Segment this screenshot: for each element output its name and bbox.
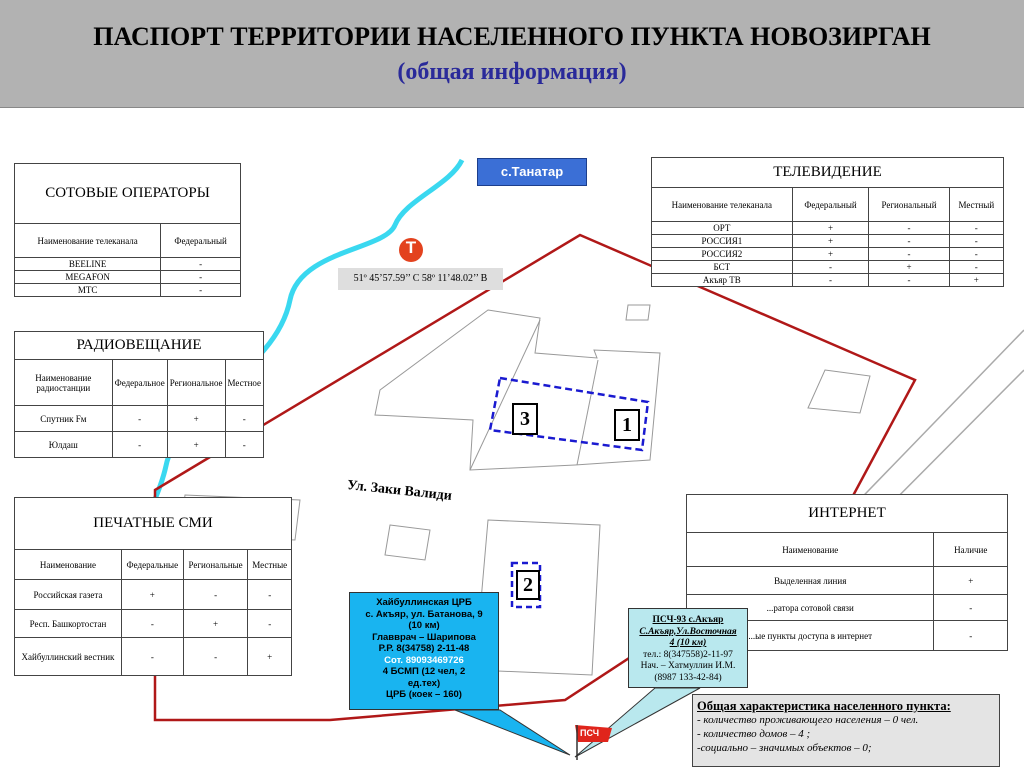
- hospital-line: Главврач – Шарипова: [372, 631, 476, 643]
- hospital-callout-pointer: [455, 710, 570, 755]
- tv-caption: ТЕЛЕВИДЕНИЕ: [652, 158, 1004, 188]
- print-cell: +: [121, 580, 183, 610]
- summary-line: -социально – значимых объектов – 0;: [697, 742, 872, 754]
- print-header: Региональные: [183, 550, 248, 580]
- firestation-address: С.Акъяр,Ул.Восточная: [639, 626, 737, 637]
- building-number-2: 2: [516, 570, 540, 600]
- tv-cell: -: [869, 274, 949, 287]
- fire-flag-label: ПСЧ: [580, 728, 600, 738]
- print-cell: +: [248, 638, 292, 676]
- print-cell: -: [248, 610, 292, 638]
- internet-cell: -: [934, 595, 1008, 621]
- tv-cell: -: [869, 235, 949, 248]
- tv-cell: ОРТ: [652, 222, 793, 235]
- internet-cell: +: [934, 567, 1008, 595]
- radio-cell: -: [225, 432, 263, 458]
- tv-cell: -: [792, 274, 869, 287]
- print-cell: Хайбуллинский вестник: [15, 638, 122, 676]
- tv-header: Наименование телеканала: [652, 188, 793, 222]
- print-cell: -: [248, 580, 292, 610]
- hospital-line: Р.Р. 8(34758) 2-11-48: [378, 643, 470, 654]
- page-title: ПАСПОРТ ТЕРРИТОРИИ НАСЕЛЕННОГО ПУНКТА НОВОЗИРГАН: [93, 22, 931, 51]
- radio-cell: +: [167, 432, 225, 458]
- radio-header: Местное: [225, 360, 263, 406]
- coordinates-label: 51º 45’57.59’’ С 58º 11’48.02’’ В: [338, 268, 503, 290]
- firestation-callout-pointer: [575, 688, 700, 757]
- tv-header: Региональный: [869, 188, 949, 222]
- cellular-header: Наименование телеканала: [15, 224, 161, 258]
- internet-caption: ИНТЕРНЕТ: [687, 495, 1008, 533]
- tv-table: [651, 157, 1004, 287]
- print-caption: ПЕЧАТНЫЕ СМИ: [15, 498, 292, 550]
- print-cell: -: [183, 638, 248, 676]
- radio-header: Наименование радиостанции: [15, 360, 113, 406]
- radio-cell: -: [112, 432, 167, 458]
- firestation-title: ПСЧ-93 с.Акъяр: [652, 615, 724, 625]
- tv-cell: +: [792, 222, 869, 235]
- village-label: с.Танатар: [477, 158, 587, 186]
- radio-caption: РАДИОВЕЩАНИЕ: [15, 332, 264, 360]
- print-cell: -: [121, 638, 183, 676]
- hospital-line: (10 км): [408, 620, 440, 631]
- tv-cell: -: [869, 222, 949, 235]
- summary-box: [692, 694, 1000, 767]
- tv-cell: -: [949, 222, 1003, 235]
- hospital-line: ЦРБ (коек – 160): [386, 689, 462, 700]
- print-cell: +: [183, 610, 248, 638]
- street-label: Ул. Заки Валиди: [346, 478, 453, 504]
- cellular-cell: -: [161, 258, 241, 271]
- internet-cell: ...ратора сотовой связи: [687, 595, 934, 621]
- summary-line: - количество проживающего населения – 0 чел.: [697, 714, 919, 726]
- print-cell: Респ. Башкортостан: [15, 610, 122, 638]
- firestation-distance: 4 (10 км): [669, 638, 707, 648]
- radio-cell: -: [112, 406, 167, 432]
- print-header: Федеральные: [121, 550, 183, 580]
- tv-header: Федеральный: [792, 188, 869, 222]
- tv-cell: РОССИЯ2: [652, 248, 793, 261]
- tv-cell: +: [792, 235, 869, 248]
- hospital-line: с. Акъяр, ул. Батанова, 9: [365, 608, 483, 620]
- building-number-3: 3: [512, 403, 538, 435]
- print-cell: -: [183, 580, 248, 610]
- hospital-callout: [349, 592, 499, 710]
- tv-cell: РОССИЯ1: [652, 235, 793, 248]
- tv-cell: Акъяр ТВ: [652, 274, 793, 287]
- radio-cell: +: [167, 406, 225, 432]
- radio-header: Федеральное: [112, 360, 167, 406]
- tv-cell: +: [792, 248, 869, 261]
- hospital-line: ед.тех): [407, 677, 441, 689]
- page-subtitle: (общая информация): [397, 59, 627, 85]
- radio-header: Региональное: [167, 360, 225, 406]
- cellular-cell: -: [161, 271, 241, 284]
- tv-cell: -: [792, 261, 869, 274]
- tv-cell: +: [949, 274, 1003, 287]
- cellular-cell: MEGAFON: [15, 271, 161, 284]
- cellular-operators-table: [14, 163, 241, 297]
- tv-cell: -: [949, 248, 1003, 261]
- radio-table: [14, 331, 264, 458]
- hospital-line: 4 БСМП (12 чел, 2: [382, 666, 466, 677]
- hospital-line: Сот. 89093469726: [384, 654, 464, 666]
- tv-cell: -: [949, 235, 1003, 248]
- print-header: Наименование: [15, 550, 122, 580]
- cellular-cell: -: [161, 284, 241, 297]
- hospital-line: Хайбуллинская ЦРБ: [376, 597, 472, 608]
- header-bar: [0, 0, 1024, 108]
- internet-cell: Выделенная линия: [687, 567, 934, 595]
- cellular-header: Федеральный: [161, 224, 241, 258]
- print-cell: Российская газета: [15, 580, 122, 610]
- cellular-cell: BEELINE: [15, 258, 161, 271]
- internet-header: Наименование: [687, 533, 934, 567]
- print-media-table: [14, 497, 292, 676]
- internet-cell: -: [934, 621, 1008, 651]
- tv-cell: +: [869, 261, 949, 274]
- firestation-phone: тел.: 8(347558)2-11-97: [643, 649, 733, 660]
- tv-cell: -: [869, 248, 949, 261]
- building-number-1: 1: [614, 409, 640, 441]
- radio-cell: -: [225, 406, 263, 432]
- tv-cell: БСТ: [652, 261, 793, 274]
- tv-header: Местный: [949, 188, 1003, 222]
- summary-line: - количество домов – 4 ;: [697, 728, 811, 740]
- radio-cell: Юлдаш: [15, 432, 113, 458]
- internet-cell: ...ые пункты доступа в интернет: [687, 621, 934, 651]
- firestation-mobile: (8987 133-42-84): [654, 672, 722, 683]
- summary-title: Общая характеристика населенного пункта:: [697, 699, 951, 713]
- print-header: Местные: [248, 550, 292, 580]
- tv-cell: -: [949, 261, 1003, 274]
- internet-header: Наличие: [934, 533, 1008, 567]
- t-marker-letter: Т: [405, 238, 417, 257]
- cellular-cell: МТС: [15, 284, 161, 297]
- cellular-caption: СОТОВЫЕ ОПЕРАТОРЫ: [15, 164, 241, 224]
- radio-cell: Спутник Fм: [15, 406, 113, 432]
- firestation-chief: Нач. – Хатмуллин И.М.: [640, 661, 736, 671]
- firestation-callout: [628, 608, 748, 688]
- print-cell: -: [121, 610, 183, 638]
